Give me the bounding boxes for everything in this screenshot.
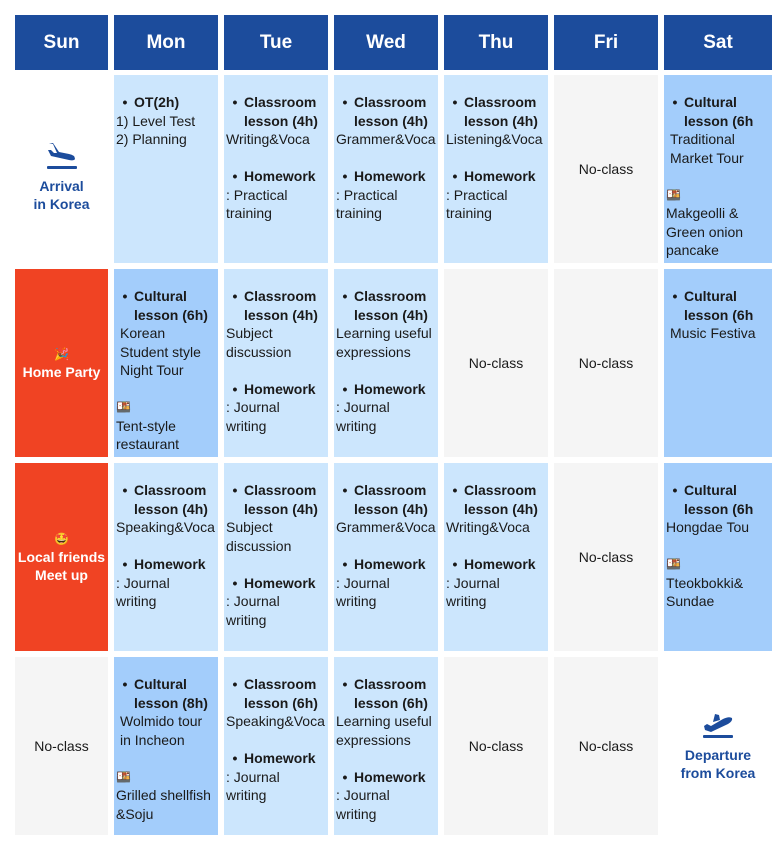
cultural-desc: Hongdae Tou (666, 519, 750, 535)
homework-item: • Homework (122, 556, 206, 572)
homework-item: • Homework (452, 168, 536, 184)
local-friends-cell (15, 463, 108, 651)
r2-wed-cell (334, 269, 438, 457)
lesson-subject: Listening&Voca (446, 131, 543, 147)
homework-line: writing (336, 805, 377, 822)
food-icon: 🍱 (116, 769, 131, 784)
lesson-subject: discussion (226, 537, 292, 554)
r2-sat-cell (664, 269, 772, 457)
lesson-item: • Classroom (452, 482, 537, 498)
r3-sat-cell (664, 463, 772, 651)
cultural-item-cont: lesson (6h (684, 500, 754, 517)
homework-item: • Homework (342, 168, 426, 184)
food-line: pancake (666, 242, 719, 258)
cultural-item-cont: lesson (6h (684, 306, 754, 323)
day-label: Thu (478, 31, 514, 53)
homework-line: : Journal (116, 574, 170, 591)
cultural-desc: Music Festiva (670, 325, 756, 341)
homework-line: : Journal (226, 399, 280, 415)
lesson-item: • Classroom (342, 94, 427, 110)
day-label: Fri (593, 31, 619, 53)
lesson-subject: Writing&Voca (446, 519, 530, 535)
homework-line: : Journal (226, 593, 280, 609)
food-line: Tent-style (116, 417, 176, 434)
no-class-label: No-class (578, 354, 634, 371)
header-fri (554, 15, 658, 70)
homework-item: • Homework (232, 574, 316, 591)
cultural-item-cont: lesson (6h) (134, 306, 208, 323)
ot-item: • OT(2h) (122, 94, 180, 110)
no-class-label: No-class (34, 737, 89, 754)
party-popper-icon: 🎉 (54, 346, 69, 361)
r1-fri-cell (554, 75, 658, 263)
homework-item: • Homework (452, 556, 536, 572)
homework-line: : Journal (336, 574, 390, 591)
cultural-desc: Wolmido tour (120, 713, 203, 729)
cultural-desc: in Incheon (120, 731, 185, 748)
local-friends-line1: Local friends (17, 548, 106, 565)
ot-line: 1) Level Test (116, 112, 196, 129)
r1-thu-cell (444, 75, 548, 263)
food-icon: 🍱 (116, 400, 131, 414)
cultural-item: • Cultural (672, 94, 737, 110)
lesson-subject: Grammer&Voca (336, 519, 436, 535)
r2-tue-cell (224, 269, 328, 457)
homework-line: : Practical (446, 186, 508, 203)
lesson-item: • Classroom (232, 482, 317, 498)
r2-thu-cell (444, 269, 548, 457)
food-icon: 🍱 (666, 557, 681, 571)
day-label: Sat (703, 31, 733, 53)
header-sun (15, 15, 108, 70)
lesson-item-cont: lesson (6h) (244, 694, 318, 711)
r3-tue-cell (224, 463, 328, 651)
airplane-landing-icon (45, 141, 79, 171)
lesson-item-cont: lesson (4h) (354, 306, 428, 323)
lesson-item: • Classroom (232, 94, 317, 110)
lesson-item-cont: lesson (4h) (134, 500, 208, 517)
lesson-subject: Learning useful (336, 325, 432, 341)
homework-item: • Homework (232, 168, 316, 184)
homework-line: writing (226, 787, 267, 803)
food-line: Green onion (666, 223, 744, 240)
r3-mon-cell (114, 463, 218, 651)
r1-mon-cell (114, 75, 218, 263)
homework-line: training (226, 205, 272, 221)
lesson-subject: Writing&Voca (226, 131, 310, 147)
lesson-item-cont: lesson (4h) (464, 112, 538, 129)
r4-wed-cell (334, 657, 438, 835)
homework-line: writing (226, 417, 267, 434)
lesson-item-cont: lesson (4h) (354, 112, 428, 129)
home-party-cell (15, 269, 108, 457)
lesson-item-cont: lesson (4h) (244, 112, 318, 129)
homework-line: training (446, 205, 492, 221)
no-class-label: No-class (578, 160, 634, 177)
r1-sat-cell (664, 75, 772, 263)
homework-line: : Journal (336, 399, 390, 415)
food-line: &Soju (116, 805, 154, 822)
lesson-item: • Classroom (122, 482, 207, 498)
lesson-item-cont: lesson (4h) (354, 500, 428, 517)
no-class-label: No-class (468, 354, 524, 371)
r4-sun-cell (15, 657, 108, 835)
r4-thu-cell (444, 657, 548, 835)
homework-line: : Journal (226, 768, 280, 785)
no-class-label: No-class (468, 737, 524, 754)
homework-line: writing (226, 611, 267, 628)
lesson-subject: Speaking&Voca (226, 713, 325, 729)
homework-line: : Practical (226, 186, 288, 203)
r1-wed-cell (334, 75, 438, 263)
homework-item: • Homework (342, 768, 426, 785)
homework-item: • Homework (342, 556, 426, 572)
header-tue (224, 15, 328, 70)
day-label: Wed (366, 31, 406, 53)
no-class-label: No-class (578, 737, 634, 754)
no-class-label: No-class (578, 548, 634, 565)
food-line: Makgeolli & (666, 205, 739, 221)
departure-cell (664, 657, 772, 835)
homework-line: training (336, 205, 382, 221)
home-party-label: Home Party (22, 363, 101, 380)
r4-tue-cell (224, 657, 328, 835)
homework-line: writing (446, 593, 487, 609)
r1-tue-cell (224, 75, 328, 263)
local-friends-line2: Meet up (35, 567, 88, 583)
cultural-item: • Cultural (122, 676, 187, 692)
homework-line: : Journal (336, 787, 390, 803)
header-mon (114, 15, 218, 70)
lesson-item-cont: lesson (4h) (244, 306, 318, 323)
ot-line: 2) Planning (116, 131, 187, 147)
lesson-item-cont: lesson (4h) (244, 500, 318, 517)
lesson-item: • Classroom (232, 676, 317, 692)
cultural-item: • Cultural (672, 288, 737, 304)
food-icon: 🍱 (666, 187, 681, 202)
r4-mon-cell (114, 657, 218, 835)
lesson-item-cont: lesson (4h) (464, 500, 538, 517)
lesson-subject: expressions (336, 343, 411, 360)
cultural-desc: Student style (120, 343, 201, 360)
homework-line: writing (336, 417, 377, 434)
lesson-subject: Grammer&Voca (336, 131, 436, 147)
homework-item: • Homework (342, 380, 426, 397)
lesson-item-cont: lesson (6h) (354, 694, 428, 711)
r3-thu-cell (444, 463, 548, 651)
r4-fri-cell (554, 657, 658, 835)
food-line: Grilled shellfish (116, 787, 211, 803)
lesson-item: • Classroom (342, 288, 427, 304)
homework-item: • Homework (232, 380, 316, 397)
airplane-takeoff-icon (701, 710, 735, 740)
lesson-subject: Learning useful (336, 713, 432, 729)
lesson-subject: expressions (336, 731, 411, 748)
cultural-desc: Korean (120, 325, 166, 341)
cultural-item: • Cultural (122, 288, 187, 304)
cultural-item-cont: lesson (8h) (134, 694, 208, 711)
lesson-subject: Speaking&Voca (116, 519, 215, 535)
homework-line: writing (336, 593, 377, 609)
cultural-item-cont: lesson (6h (684, 112, 754, 129)
arrival-cell (15, 75, 108, 263)
lesson-item: • Classroom (452, 94, 537, 110)
arrival-line2: in Korea (33, 196, 90, 212)
header-thu (444, 15, 548, 70)
header-wed (334, 15, 438, 70)
food-line: Sundae (666, 593, 715, 609)
cultural-desc: Night Tour (120, 362, 184, 378)
homework-line: writing (116, 593, 157, 609)
cultural-item: • Cultural (672, 482, 737, 498)
departure-line2: from Korea (680, 765, 756, 781)
homework-item: • Homework (232, 750, 316, 766)
homework-line: : Practical (336, 186, 398, 203)
lesson-subject: discussion (226, 343, 292, 360)
day-label: Sun (43, 31, 80, 53)
r3-wed-cell (334, 463, 438, 651)
r3-fri-cell (554, 463, 658, 651)
r2-fri-cell (554, 269, 658, 457)
day-label: Mon (146, 31, 186, 53)
header-sat (664, 15, 772, 70)
day-label: Tue (259, 31, 293, 53)
star-struck-icon: 🤩 (54, 531, 69, 546)
lesson-subject: Subject (226, 325, 273, 341)
food-line: Tteokbokki& (666, 574, 744, 591)
lesson-item: • Classroom (342, 482, 427, 498)
cultural-desc: Market Tour (670, 149, 744, 166)
lesson-item: • Classroom (232, 288, 317, 304)
lesson-item: • Classroom (342, 676, 427, 692)
r2-mon-cell (114, 269, 218, 457)
lesson-subject: Subject (226, 519, 273, 535)
homework-line: : Journal (446, 574, 500, 591)
arrival-line1: Arrival (39, 177, 84, 194)
food-line: restaurant (116, 436, 180, 452)
departure-line1: Departure (684, 746, 752, 763)
cultural-desc: Traditional (670, 131, 735, 147)
